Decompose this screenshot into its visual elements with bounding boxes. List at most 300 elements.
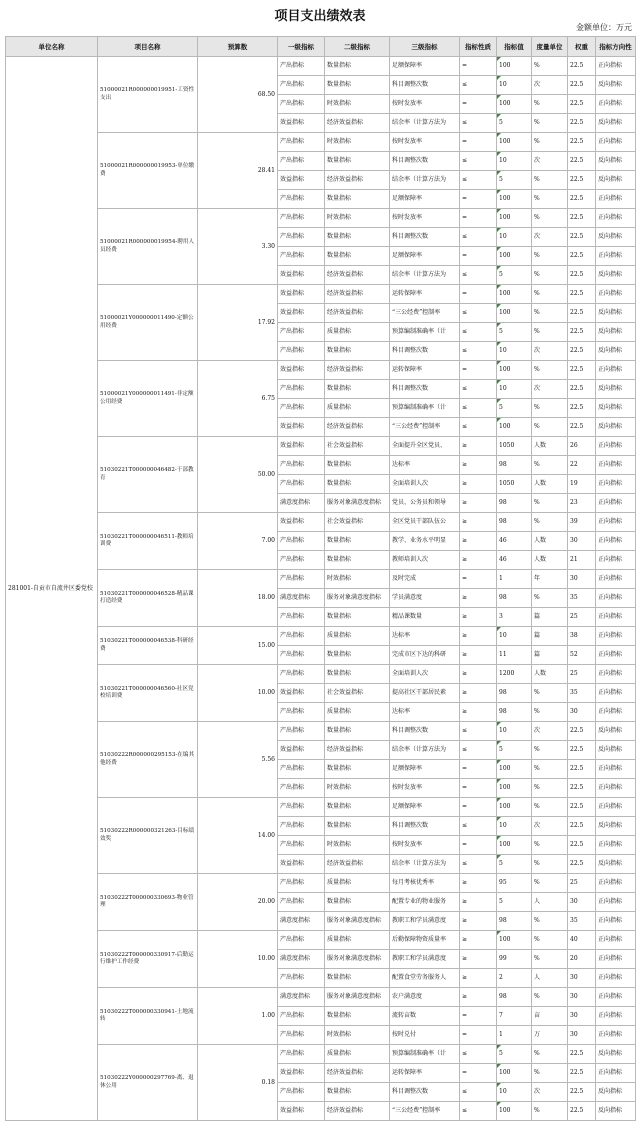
level1-cell: 满意度指标 (278, 494, 325, 513)
weight-cell: 30 (568, 988, 596, 1007)
budget-cell: 18.00 (198, 570, 278, 627)
level2-cell: 数量指标 (325, 665, 390, 684)
weight-cell: 22.5 (568, 855, 596, 874)
weight-cell: 22.5 (568, 171, 596, 190)
value-cell: 10 (497, 342, 532, 361)
level3-cell: 后勤保障物资质量率 (390, 931, 460, 950)
level1-cell: 产出指标 (278, 722, 325, 741)
level1-cell: 产出指标 (278, 665, 325, 684)
measure-unit-cell: 篇 (532, 608, 568, 627)
budget-cell: 15.00 (198, 627, 278, 665)
level2-cell: 经济效益指标 (325, 171, 390, 190)
level1-cell: 效益指标 (278, 361, 325, 380)
nature-cell: ≤ (460, 323, 497, 342)
nature-cell: ≥ (460, 684, 497, 703)
weight-cell: 35 (568, 589, 596, 608)
weight-cell: 22.5 (568, 1045, 596, 1064)
direction-cell: 正向指标 (596, 532, 636, 551)
weight-cell: 35 (568, 684, 596, 703)
measure-unit-cell: 次 (532, 342, 568, 361)
measure-unit-cell: % (532, 456, 568, 475)
level2-cell: 经济效益指标 (325, 361, 390, 380)
value-cell: 100 (497, 1064, 532, 1083)
project-name-cell: 51000021Y000000011491-非定额公用经费 (98, 361, 198, 437)
nature-cell: ≤ (460, 817, 497, 836)
measure-unit-cell: % (532, 1102, 568, 1121)
value-cell: 10 (497, 380, 532, 399)
level2-cell: 数量指标 (325, 646, 390, 665)
value-cell: 5 (497, 1045, 532, 1064)
measure-unit-cell: 万 (532, 1026, 568, 1045)
weight-cell: 22.5 (568, 779, 596, 798)
level2-cell: 数量指标 (325, 1083, 390, 1102)
direction-cell: 正向指标 (596, 57, 636, 76)
budget-cell: 6.75 (198, 361, 278, 437)
direction-cell: 正向指标 (596, 570, 636, 589)
budget-cell: 17.92 (198, 285, 278, 361)
level2-cell: 服务对象满意度指标 (325, 494, 390, 513)
nature-cell: ≥ (460, 456, 497, 475)
direction-cell: 正向指标 (596, 912, 636, 931)
level1-cell: 效益指标 (278, 855, 325, 874)
value-cell: 5 (497, 114, 532, 133)
level3-cell: 按时兑付 (390, 1026, 460, 1045)
level1-cell: 产出指标 (278, 380, 325, 399)
weight-cell: 22.5 (568, 133, 596, 152)
measure-unit-cell: % (532, 950, 568, 969)
project-name-cell: 51030221T000000046560-社区党校培训费 (98, 665, 198, 722)
level1-cell: 产出指标 (278, 779, 325, 798)
measure-unit-cell: 次 (532, 817, 568, 836)
weight-cell: 22.5 (568, 304, 596, 323)
unit-name-cell: 281001-自贡市自流井区委党校 (6, 57, 98, 1121)
nature-cell: ≤ (460, 380, 497, 399)
value-cell: 10 (497, 152, 532, 171)
level3-cell: 流转亩数 (390, 1007, 460, 1026)
table-row (6, 665, 636, 684)
nature-cell: = (460, 133, 497, 152)
direction-cell: 正向指标 (596, 627, 636, 646)
measure-unit-cell: % (532, 399, 568, 418)
weight-cell: 25 (568, 665, 596, 684)
level2-cell: 数量指标 (325, 532, 390, 551)
level1-cell: 满意度指标 (278, 988, 325, 1007)
level3-cell: 按时发放率 (390, 209, 460, 228)
weight-cell: 30 (568, 532, 596, 551)
nature-cell: ≥ (460, 532, 497, 551)
level3-cell: 完成市区下达的科研 (390, 646, 460, 665)
value-cell: 100 (497, 133, 532, 152)
measure-unit-cell: % (532, 760, 568, 779)
weight-cell: 22.5 (568, 323, 596, 342)
weight-cell: 22.5 (568, 1083, 596, 1102)
measure-unit-cell: 人数 (532, 532, 568, 551)
nature-cell: ≥ (460, 874, 497, 893)
level2-cell: 数量指标 (325, 152, 390, 171)
project-name-cell: 51030222T000000330941-土地流转 (98, 988, 198, 1045)
value-cell: 100 (497, 247, 532, 266)
nature-cell: ≥ (460, 513, 497, 532)
direction-cell: 正向指标 (596, 646, 636, 665)
direction-cell: 正向指标 (596, 133, 636, 152)
nature-cell: ≥ (460, 893, 497, 912)
nature-cell: = (460, 760, 497, 779)
project-name-cell: 51030222Y000000297769-离、退休公用 (98, 1045, 198, 1121)
level3-cell: 结余率（计算方法为 (390, 266, 460, 285)
weight-cell: 22.5 (568, 741, 596, 760)
header-level3: 三级指标 (390, 37, 460, 57)
project-name-cell: 51000021R000000019951-工资性支出 (98, 57, 198, 133)
direction-cell: 反向指标 (596, 817, 636, 836)
measure-unit-cell: 人数 (532, 551, 568, 570)
value-cell: 3 (497, 608, 532, 627)
value-cell: 98 (497, 703, 532, 722)
weight-cell: 22.5 (568, 342, 596, 361)
value-cell: 1050 (497, 475, 532, 494)
level2-cell: 经济效益指标 (325, 304, 390, 323)
level1-cell: 产出指标 (278, 1045, 325, 1064)
direction-cell: 正向指标 (596, 209, 636, 228)
budget-cell: 14.00 (198, 798, 278, 874)
level1-cell: 效益指标 (278, 437, 325, 456)
nature-cell: = (460, 247, 497, 266)
measure-unit-cell: % (532, 361, 568, 380)
budget-cell: 10.00 (198, 931, 278, 988)
level1-cell: 产出指标 (278, 76, 325, 95)
budget-cell: 68.50 (198, 57, 278, 133)
measure-unit-cell: % (532, 247, 568, 266)
weight-cell: 22.5 (568, 817, 596, 836)
level3-cell: 全面培训人次 (390, 475, 460, 494)
amount-unit: 金额单位：万元 (576, 23, 632, 32)
nature-cell: ≤ (460, 342, 497, 361)
value-cell: 95 (497, 874, 532, 893)
table-row (6, 874, 636, 893)
level3-cell: 教职工和学员满意度 (390, 912, 460, 931)
header-direction: 指标方向性 (596, 37, 636, 57)
header-budget: 预算数 (198, 37, 278, 57)
nature-cell: = (460, 285, 497, 304)
level3-cell: 结余率（计算方法为 (390, 114, 460, 133)
weight-cell: 22.5 (568, 399, 596, 418)
value-cell: 98 (497, 456, 532, 475)
level2-cell: 社会效益指标 (325, 684, 390, 703)
nature-cell: ≥ (460, 931, 497, 950)
direction-cell: 反向指标 (596, 855, 636, 874)
level2-cell: 数量指标 (325, 247, 390, 266)
value-cell: 100 (497, 1102, 532, 1121)
weight-cell: 22.5 (568, 228, 596, 247)
measure-unit-cell: % (532, 133, 568, 152)
level1-cell: 产出指标 (278, 247, 325, 266)
measure-unit-cell: % (532, 114, 568, 133)
project-name-cell: 51030221T000000046482-干部教育 (98, 437, 198, 513)
level3-cell: 结余率（计算方法为 (390, 171, 460, 190)
project-name-cell: 51030222R000000321263-目标绩效奖 (98, 798, 198, 874)
direction-cell: 反向指标 (596, 418, 636, 437)
measure-unit-cell: % (532, 684, 568, 703)
measure-unit-cell: % (532, 171, 568, 190)
level2-cell: 经济效益指标 (325, 1064, 390, 1083)
level3-cell: 每月考核优秀率 (390, 874, 460, 893)
measure-unit-cell: % (532, 1064, 568, 1083)
value-cell: 100 (497, 95, 532, 114)
level3-cell: 教师培训人次 (390, 551, 460, 570)
level3-cell: 预算编制准确率（计 (390, 1045, 460, 1064)
direction-cell: 反向指标 (596, 76, 636, 95)
direction-cell: 反向指标 (596, 722, 636, 741)
weight-cell: 22.5 (568, 285, 596, 304)
nature-cell: ≥ (460, 969, 497, 988)
nature-cell: ≤ (460, 266, 497, 285)
level3-cell: 全区党员干部队伍公 (390, 513, 460, 532)
header-value: 指标值 (497, 37, 532, 57)
value-cell: 100 (497, 779, 532, 798)
level2-cell: 服务对象满意度指标 (325, 950, 390, 969)
table-row (6, 570, 636, 589)
direction-cell: 正向指标 (596, 1026, 636, 1045)
nature-cell: = (460, 1007, 497, 1026)
nature-cell: ≥ (460, 494, 497, 513)
level3-cell: 按时发放率 (390, 836, 460, 855)
header-row (6, 37, 636, 57)
level2-cell: 质量指标 (325, 874, 390, 893)
nature-cell: ≤ (460, 399, 497, 418)
level1-cell: 产出指标 (278, 190, 325, 209)
project-name-cell: 51030222T000000330917-后勤运行维护工作经费 (98, 931, 198, 988)
level3-cell: “三公经费”控制率 (390, 418, 460, 437)
weight-cell: 22.5 (568, 152, 596, 171)
nature-cell: ≥ (460, 646, 497, 665)
level3-cell: “三公经费”控制率 (390, 1102, 460, 1121)
direction-cell: 正向指标 (596, 760, 636, 779)
weight-cell: 30 (568, 703, 596, 722)
header-level2: 二级指标 (325, 37, 390, 57)
level2-cell: 数量指标 (325, 608, 390, 627)
level2-cell: 质量指标 (325, 399, 390, 418)
level2-cell: 数量指标 (325, 969, 390, 988)
value-cell: 100 (497, 798, 532, 817)
nature-cell: ≤ (460, 1083, 497, 1102)
value-cell: 10 (497, 1083, 532, 1102)
level3-cell: 足额保障率 (390, 190, 460, 209)
level1-cell: 满意度指标 (278, 589, 325, 608)
nature-cell: = (460, 836, 497, 855)
value-cell: 1 (497, 1026, 532, 1045)
weight-cell: 22.5 (568, 209, 596, 228)
level1-cell: 产出指标 (278, 95, 325, 114)
level3-cell: 达标率 (390, 456, 460, 475)
measure-unit-cell: % (532, 190, 568, 209)
level3-cell: 及时完成 (390, 570, 460, 589)
measure-unit-cell: 次 (532, 722, 568, 741)
measure-unit-cell: 人数 (532, 475, 568, 494)
weight-cell: 22 (568, 456, 596, 475)
level2-cell: 数量指标 (325, 551, 390, 570)
measure-unit-cell: % (532, 323, 568, 342)
value-cell: 7 (497, 1007, 532, 1026)
project-name-cell: 51030222R000000295153-在编其他经费 (98, 722, 198, 798)
level2-cell: 数量指标 (325, 817, 390, 836)
weight-cell: 25 (568, 608, 596, 627)
nature-cell: = (460, 57, 497, 76)
value-cell: 5 (497, 171, 532, 190)
weight-cell: 22.5 (568, 266, 596, 285)
weight-cell: 30 (568, 969, 596, 988)
level1-cell: 产出指标 (278, 703, 325, 722)
weight-cell: 40 (568, 931, 596, 950)
level1-cell: 产出指标 (278, 551, 325, 570)
direction-cell: 正向指标 (596, 285, 636, 304)
nature-cell: ≤ (460, 114, 497, 133)
measure-unit-cell: % (532, 836, 568, 855)
level2-cell: 数量指标 (325, 57, 390, 76)
table-row (6, 437, 636, 456)
level2-cell: 时效指标 (325, 836, 390, 855)
level1-cell: 效益指标 (278, 1064, 325, 1083)
measure-unit-cell: % (532, 912, 568, 931)
level3-cell: “三公经费”控制率 (390, 304, 460, 323)
level1-cell: 产出指标 (278, 608, 325, 627)
measure-unit-cell: 人 (532, 893, 568, 912)
nature-cell: = (460, 570, 497, 589)
nature-cell: = (460, 779, 497, 798)
weight-cell: 22.5 (568, 247, 596, 266)
level2-cell: 经济效益指标 (325, 855, 390, 874)
level1-cell: 效益指标 (278, 513, 325, 532)
direction-cell: 反向指标 (596, 266, 636, 285)
direction-cell: 反向指标 (596, 228, 636, 247)
level2-cell: 数量指标 (325, 228, 390, 247)
level3-cell: 结余率（计算方法为 (390, 855, 460, 874)
level3-cell: 足额保障率 (390, 798, 460, 817)
level3-cell: 科目调整次数 (390, 817, 460, 836)
value-cell: 10 (497, 228, 532, 247)
nature-cell: ≤ (460, 228, 497, 247)
direction-cell: 正向指标 (596, 874, 636, 893)
level2-cell: 服务对象满意度指标 (325, 912, 390, 931)
level1-cell: 产出指标 (278, 931, 325, 950)
direction-cell: 反向指标 (596, 304, 636, 323)
level2-cell: 数量指标 (325, 798, 390, 817)
weight-cell: 22.5 (568, 798, 596, 817)
direction-cell: 正向指标 (596, 1064, 636, 1083)
nature-cell: ≥ (460, 589, 497, 608)
direction-cell: 反向指标 (596, 152, 636, 171)
nature-cell: = (460, 209, 497, 228)
level1-cell: 产出指标 (278, 342, 325, 361)
level2-cell: 服务对象满意度指标 (325, 988, 390, 1007)
level2-cell: 数量指标 (325, 456, 390, 475)
level3-cell: 学员满意度 (390, 589, 460, 608)
value-cell: 5 (497, 855, 532, 874)
measure-unit-cell: % (532, 874, 568, 893)
direction-cell: 正向指标 (596, 988, 636, 1007)
level1-cell: 产出指标 (278, 760, 325, 779)
level2-cell: 经济效益指标 (325, 266, 390, 285)
direction-cell: 正向指标 (596, 798, 636, 817)
level3-cell: 按时发放率 (390, 779, 460, 798)
measure-unit-cell: 次 (532, 1083, 568, 1102)
level1-cell: 效益指标 (278, 114, 325, 133)
weight-cell: 22.5 (568, 380, 596, 399)
direction-cell: 正向指标 (596, 190, 636, 209)
weight-cell: 30 (568, 1007, 596, 1026)
weight-cell: 30 (568, 1026, 596, 1045)
weight-cell: 22.5 (568, 190, 596, 209)
value-cell: 5 (497, 741, 532, 760)
header-unit-name: 单位名称 (6, 37, 98, 57)
value-cell: 5 (497, 323, 532, 342)
measure-unit-cell: 次 (532, 228, 568, 247)
measure-unit-cell: 人数 (532, 437, 568, 456)
level2-cell: 数量指标 (325, 342, 390, 361)
level3-cell: 达标率 (390, 703, 460, 722)
nature-cell: = (460, 190, 497, 209)
value-cell: 100 (497, 304, 532, 323)
value-cell: 98 (497, 494, 532, 513)
value-cell: 5 (497, 893, 532, 912)
weight-cell: 19 (568, 475, 596, 494)
measure-unit-cell: 次 (532, 152, 568, 171)
level2-cell: 经济效益指标 (325, 1102, 390, 1121)
level1-cell: 产出指标 (278, 646, 325, 665)
table-row (6, 722, 636, 741)
weight-cell: 22.5 (568, 76, 596, 95)
level3-cell: 运转保障率 (390, 1064, 460, 1083)
project-name-cell: 51030221T000000046538-科研经费 (98, 627, 198, 665)
budget-cell: 50.00 (198, 437, 278, 513)
level1-cell: 产出指标 (278, 532, 325, 551)
direction-cell: 反向指标 (596, 1102, 636, 1121)
level1-cell: 产出指标 (278, 133, 325, 152)
level3-cell: 足额保障率 (390, 247, 460, 266)
budget-cell: 28.41 (198, 133, 278, 209)
level3-cell: 全面培训人次 (390, 665, 460, 684)
level1-cell: 产出指标 (278, 209, 325, 228)
budget-cell: 20.00 (198, 874, 278, 931)
level1-cell: 产出指标 (278, 456, 325, 475)
level3-cell: 足额保障率 (390, 57, 460, 76)
table-row (6, 988, 636, 1007)
table-body (6, 57, 636, 1121)
value-cell: 100 (497, 190, 532, 209)
nature-cell: ≤ (460, 855, 497, 874)
level1-cell: 产出指标 (278, 627, 325, 646)
level2-cell: 时效指标 (325, 209, 390, 228)
table-row (6, 1045, 636, 1064)
measure-unit-cell: 人 (532, 969, 568, 988)
level3-cell: 科目调整次数 (390, 342, 460, 361)
value-cell: 98 (497, 513, 532, 532)
level1-cell: 产出指标 (278, 836, 325, 855)
value-cell: 99 (497, 950, 532, 969)
project-name-cell: 51030222T000000330693-物业管理 (98, 874, 198, 931)
page-title: 项目支出绩效表 (274, 9, 366, 24)
weight-cell: 22.5 (568, 760, 596, 779)
direction-cell: 正向指标 (596, 475, 636, 494)
value-cell: 100 (497, 931, 532, 950)
level1-cell: 效益指标 (278, 266, 325, 285)
level1-cell: 产出指标 (278, 570, 325, 589)
weight-cell: 30 (568, 893, 596, 912)
value-cell: 10 (497, 76, 532, 95)
value-cell: 100 (497, 361, 532, 380)
level2-cell: 社会效益指标 (325, 437, 390, 456)
project-name-cell: 51030221T000000046528-精品课打造经费 (98, 570, 198, 627)
project-name-cell: 51030221T000000046511-教师培训费 (98, 513, 198, 570)
measure-unit-cell: 人数 (532, 665, 568, 684)
